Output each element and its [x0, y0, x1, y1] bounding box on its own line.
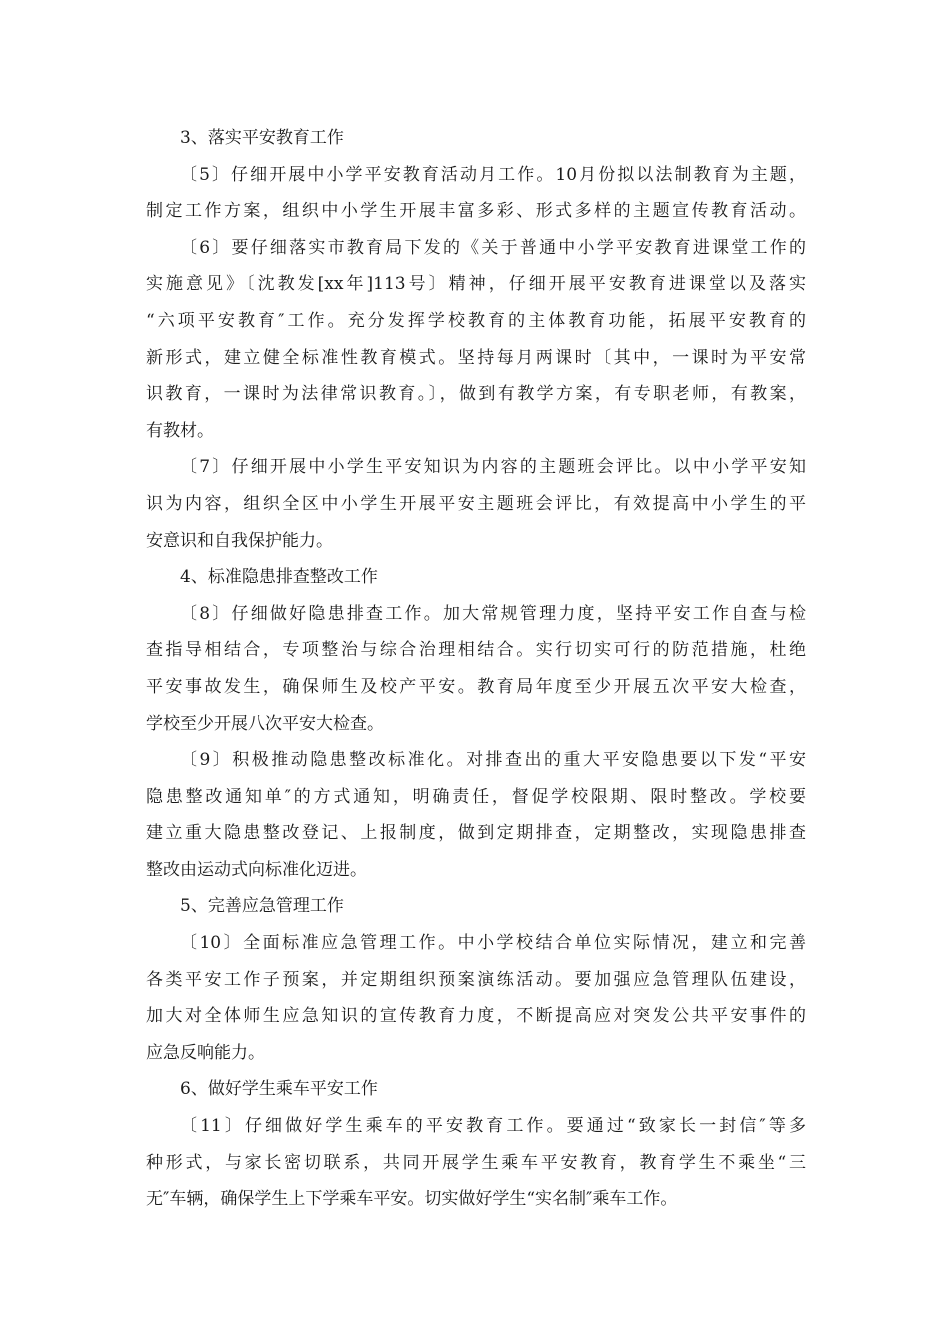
document-body — [146, 120, 806, 1218]
text-line: 平安事故发生，确保师生及校产平安。教育局年度至少开展五次平安大检查， — [146, 676, 806, 697]
text-line: 无″车辆，确保学生上下学乘车平安。切实做好学生“实名制″乘车工作。 — [146, 1189, 678, 1210]
text-line: 应急反响能力。 — [146, 1042, 265, 1063]
text-line: 新形式，建立健全标准性教育模式。坚持每月两课时〔其中，一课时为平安常 — [146, 347, 806, 368]
text-line: 〔6〕要仔细落实市教育局下发的《关于普通中小学平安教育进课堂工作的 — [180, 237, 806, 258]
text-line: 〔5〕仔细开展中小学平安教育活动月工作。10月份拟以法制教育为主题， — [180, 164, 806, 185]
text-line: 种形式，与家长密切联系，共同开展学生乘车平安教育，教育学生不乘坐“三 — [146, 1152, 806, 1173]
text-line: 〔11〕仔细做好学生乘车的平安教育工作。要通过“致家长一封信″等多 — [180, 1116, 806, 1137]
text-line: 识教育，一课时为法律常识教育。〕，做到有教学方案，有专职老师，有教案， — [146, 384, 806, 405]
text-line: 3、落实平安教育工作 — [180, 128, 344, 148]
text-line: 识为内容，组织全区中小学生开展平安主题班会评比，有效提高中小学生的平 — [146, 493, 806, 514]
text-line: 加大对全体师生应急知识的宣传教育力度，不断提高应对突发公共平安事件的 — [146, 1006, 806, 1027]
text-line: 制定工作方案，组织中小学生开展丰富多彩、形式多样的主题宣传教育活动。 — [146, 201, 806, 222]
text-line: 学校至少开展八次平安大检查。 — [146, 713, 384, 734]
text-line: 6、做好学生乘车平安工作 — [180, 1079, 378, 1100]
text-line: 〔9〕积极推动隐患整改标准化。对排查出的重大平安隐患要以下发“平安 — [180, 750, 806, 771]
text-line: 安意识和自我保护能力。 — [146, 530, 333, 551]
text-line: 5、完善应急管理工作 — [180, 896, 344, 917]
text-line: “六项平安教育″工作。充分发挥学校教育的主体教育功能，拓展平安教育的 — [146, 310, 806, 331]
text-line: 实施意见》〔沈教发[xx年]113号〕精神，仔细开展平安教育进课堂以及落实 — [146, 274, 806, 295]
text-line: 查指导相结合，专项整治与综合治理相结合。实行切实可行的防范措施，杜绝 — [146, 640, 806, 661]
text-line: 〔8〕仔细做好隐患排查工作。加大常规管理力度，坚持平安工作自查与检 — [180, 603, 806, 624]
text-line: 整改由运动式向标准化迈进。 — [146, 859, 367, 880]
text-line: 建立重大隐患整改登记、上报制度，做到定期排查，定期整改，实现隐患排查 — [146, 823, 806, 844]
text-line: 〔7〕仔细开展中小学生平安知识为内容的主题班会评比。以中小学平安知 — [180, 457, 806, 478]
text-line: 各类平安工作子预案，并定期组织预案演练活动。要加强应急管理队伍建设， — [146, 969, 806, 990]
text-line: 有教材。 — [146, 420, 214, 441]
text-line: 4、标准隐患排查整改工作 — [180, 567, 378, 588]
text-line: 〔10〕全面标准应急管理工作。中小学校结合单位实际情况，建立和完善 — [180, 933, 806, 954]
text-line: 隐患整改通知单″的方式通知，明确责任，督促学校限期、限时整改。学校要 — [146, 786, 806, 807]
